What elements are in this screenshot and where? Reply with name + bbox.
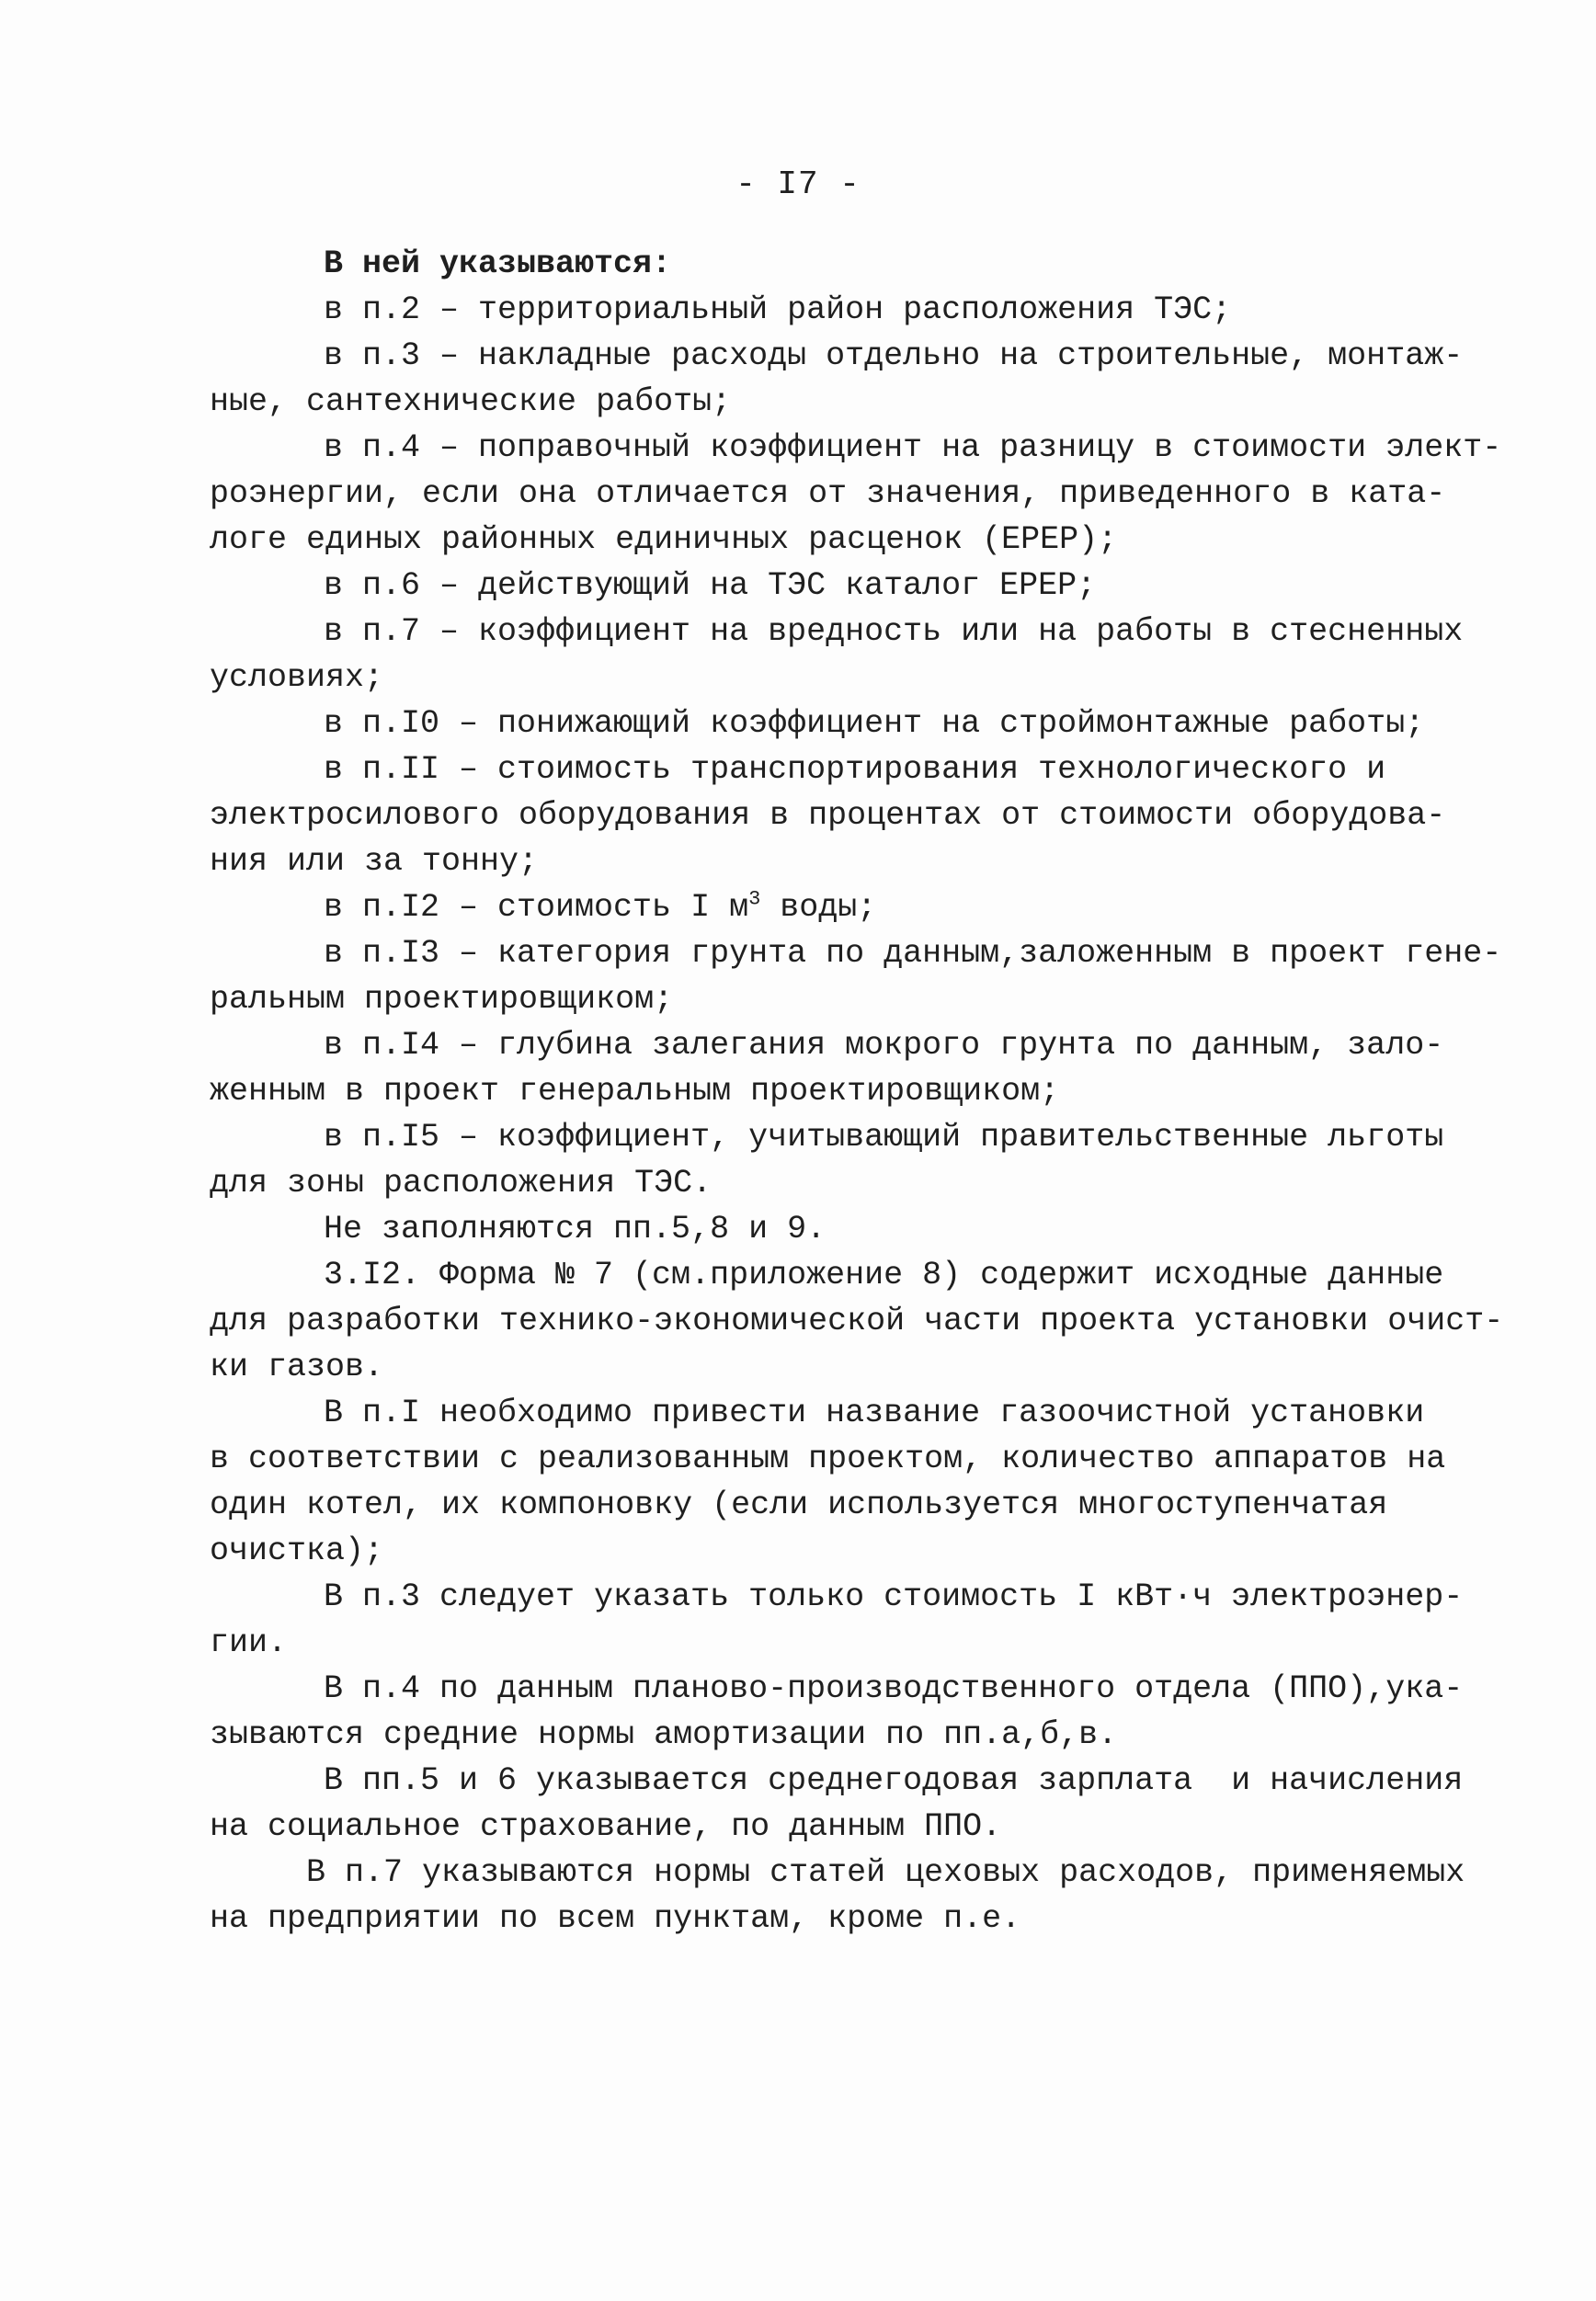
text-line [210,379,1515,425]
text-line-content: в п.2 – территориальный район расположения ТЭС; [324,291,1232,328]
text-line [210,1482,1515,1528]
text-line-content: гии. [210,1624,288,1661]
text-line [210,241,1515,287]
text-line-content: в п.II – стоимость транспортирования технологического и [324,751,1386,788]
text-line [210,1436,1515,1482]
text-line [210,838,1515,884]
document-body [210,241,1515,1942]
text-line [210,1390,1515,1436]
text-line [210,1666,1515,1712]
text-line [210,1022,1515,1068]
text-line-content: для разработки технико-экономической части проекта установки очист- [210,1303,1504,1339]
text-line-content: для зоны расположения ТЭС. [210,1165,712,1202]
text-line-content: один котел, их компоновку (если используется многоступенчатая [210,1487,1388,1523]
text-line [210,1344,1515,1390]
text-line-content: на предприятии по всем пунктам, кроме п.е. [210,1900,1021,1937]
text-line-content: ные, сантехнические работы; [210,383,732,420]
text-line-content: в п.6 – действующий на ТЭС каталог ЕРЕР; [324,567,1097,604]
text-line [210,1068,1515,1114]
text-line-content: женным в проект генеральным проектировщиком; [210,1073,1060,1110]
text-line [210,1160,1515,1206]
text-line [210,1712,1515,1758]
text-line [210,655,1515,701]
text-line [210,1850,1515,1896]
text-line [210,563,1515,609]
text-line-continuation: воды; [760,889,877,926]
text-line-content: В п.4 по данным планово-производственного отдела (ППО),ука- [324,1670,1464,1707]
text-line-content: условиях; [210,659,384,696]
text-line-content: ния или за тонну; [210,843,539,880]
text-line [210,1574,1515,1620]
text-line [210,425,1515,471]
text-line-content: электросилового оборудования в процентах от стоимости оборудова- [210,797,1446,834]
text-line-content: логе единых районных единичных расценок (ЕРЕР); [210,521,1118,558]
text-line-content: в п.I3 – категория грунта по данным,заложенным в проект гене- [324,935,1502,972]
page-number: - I7 - [735,165,861,203]
text-line [210,1206,1515,1252]
text-line-content: В ней указываются: [324,245,672,282]
text-line [210,701,1515,746]
text-line-content: В п.3 следует указать только стоимость I кВт·ч электроэнер- [324,1578,1464,1615]
text-line-content: в п.7 – коэффициент на вредность или на работы в стесненных [324,613,1464,650]
text-line [210,1298,1515,1344]
text-line [210,1804,1515,1850]
text-line [210,1896,1515,1942]
text-line-content: В п.7 указываются нормы статей цеховых расходов, применяемых [306,1854,1465,1891]
text-line-content: в соответствии с реализованным проектом, количество аппаратов на [210,1441,1446,1477]
text-line [210,517,1515,563]
text-line-content: ральным проектировщиком; [210,981,674,1018]
text-line-content: в п.I4 – глубина залегания мокрого грунта по данным, зало- [324,1027,1444,1064]
text-line-content: зываются средние нормы амортизации по пп.а,б,в. [210,1716,1118,1753]
text-line-content: в п.I5 – коэффициент, учитывающий правительственные льготы [324,1119,1444,1156]
text-line-content: Не заполняются пп.5,8 и 9. [324,1211,826,1247]
text-line-content: в п.4 – поправочный коэффициент на разницу в стоимости элект- [324,429,1502,466]
text-line-content: в п.3 – накладные расходы отдельно на строительные, монтаж- [324,337,1464,374]
text-line [210,1758,1515,1804]
text-line-content: ки газов. [210,1349,384,1385]
text-line [210,976,1515,1022]
text-line [210,1252,1515,1298]
text-line-content: в п.I2 – стоимость I м [324,889,749,926]
text-line-content: в п.I0 – понижающий коэффициент на строймонтажные работы; [324,705,1425,742]
text-line [210,746,1515,792]
text-line-content: роэнергии, если она отличается от значения, приведенного в ката- [210,475,1446,512]
text-line [210,333,1515,379]
text-line [210,1114,1515,1160]
text-line [210,1620,1515,1666]
text-line [210,792,1515,838]
text-line-content: В п.I необходимо привести название газоочистной установки [324,1395,1425,1431]
text-line [210,609,1515,655]
text-line [210,287,1515,333]
text-line-content: очистка); [210,1532,384,1569]
superscript: 3 [748,887,761,911]
text-line-content: 3.I2. Форма № 7 (см.приложение 8) содержит исходные данные [324,1257,1444,1293]
text-line-content: В пп.5 и 6 указывается среднегодовая зарплата и начисления [324,1762,1464,1799]
text-line [210,1528,1515,1574]
text-line [210,884,1515,930]
text-line [210,471,1515,517]
text-line [210,930,1515,976]
text-line-content: на социальное страхование, по данным ППО. [210,1808,1002,1845]
